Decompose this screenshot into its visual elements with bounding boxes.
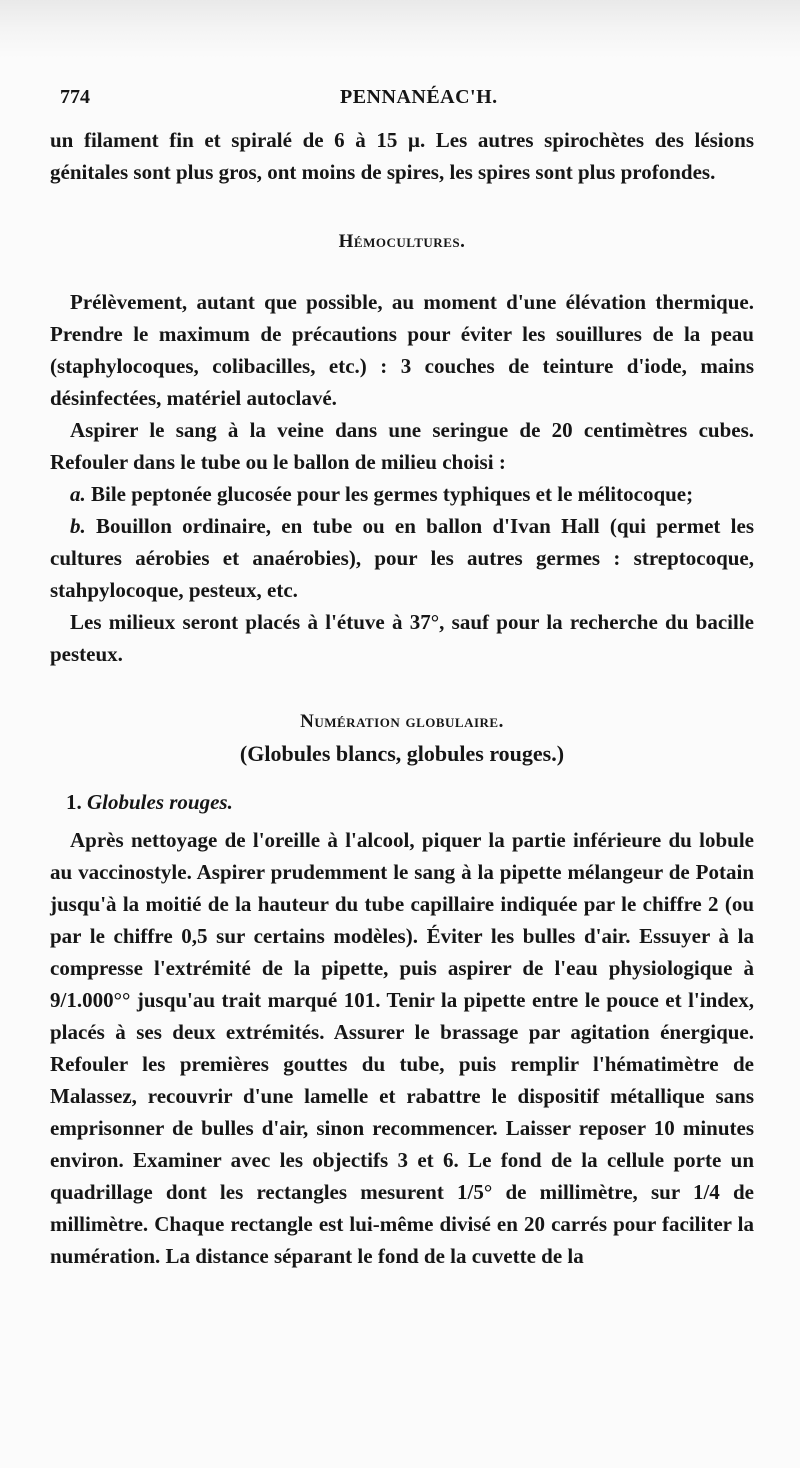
paragraph: Après nettoyage de l'oreille à l'alcool, piquer la partie inférieure du lobule au vaccinostyle. Aspirer prudemment le sang à la pipette mélangeur de Potain jusqu'à la moitié de la hauteur du tube capillaire indiquée par le chiffre 2 (ou par le chiffre 0,5 sur certains modèles). Éviter les bulles d'air. Essuyer à la compresse l'extrémité de la pipette, puis aspirer de l'eau physiologique à 9/1.000°° jusqu'au trait marqué 101. Tenir la pipette entre le pouce et l'index, placés à ses deux extrémités. Assurer le brassage par agitation énergique. Refouler les premières gouttes du tube, puis remplir l'hématimètre de Malassez, recouvrir d'une lamelle et rabattre le dispositif métallique sans emprisonner de bulles d'air, sinon recommencer. Laisser reposer 10 minutes environ. Examiner avec les objectifs 3 et 6. Le fond de la cellule porte un quadrillage dont les rectangles mesurent 1/5° de millimètre, sur 1/4 de millimètre. Chaque rectangle est lui-même divisé en 20 carrés pour faciliter la numération. La distance séparant le fond de la cuvette de la [50,828,754,1268]
page-header [60,86,752,112]
item-letter: b. [70,514,86,538]
list-item-b [50,510,754,606]
running-head: PENNANÉAC'H. [340,86,498,108]
subheading-number: 1. [66,790,82,814]
paragraph: Les milieux seront placés à l'étuve à 37°, sauf pour la recherche du bacille pesteux. [50,610,754,666]
body-text [50,124,754,1272]
subheading-title: Globules rouges. [87,790,233,814]
continuation-paragraph: un filament fin et spiralé de 6 à 15 μ. Les autres spirochètes des lésions génitales sont plus gros, ont moins de spires, les spires sont plus profondes. [50,128,754,184]
item-letter: a. [70,482,86,506]
section-title-hemocultures: Hémocultures. [338,231,466,252]
item-text: Bile peptonée glucosée pour les germes typhiques et le mélitocoque; [85,482,694,506]
item-text: Bouillon ordinaire, en tube ou en ballon d'Ivan Hall (qui permet les cultures aérobies et anaérobies), pour les autres germes : streptocoque, stahpylocoque, pesteux, etc. [50,514,754,602]
paragraph: Prélèvement, autant que possible, au moment d'une élévation thermique. Prendre le maximum de précautions pour éviter les souillures de la peau (staphylocoques, colibacilles, etc.) : 3 couches de teinture d'iode, mains désinfectées, matériel autoclavé. [50,290,754,410]
scan-edge [0,0,800,58]
paragraph: Aspirer le sang à la veine dans une seringue de 20 centimètres cubes. Refouler dans le tube ou le ballon de milieu choisi : [50,418,754,474]
list-item-a [50,478,754,510]
section-subtitle: (Globules blancs, globules rouges.) [239,741,565,766]
section-title-numeration: Numération globulaire. [300,711,504,732]
page-number: 774 [60,86,90,108]
subheading-globules-rouges [50,786,754,818]
